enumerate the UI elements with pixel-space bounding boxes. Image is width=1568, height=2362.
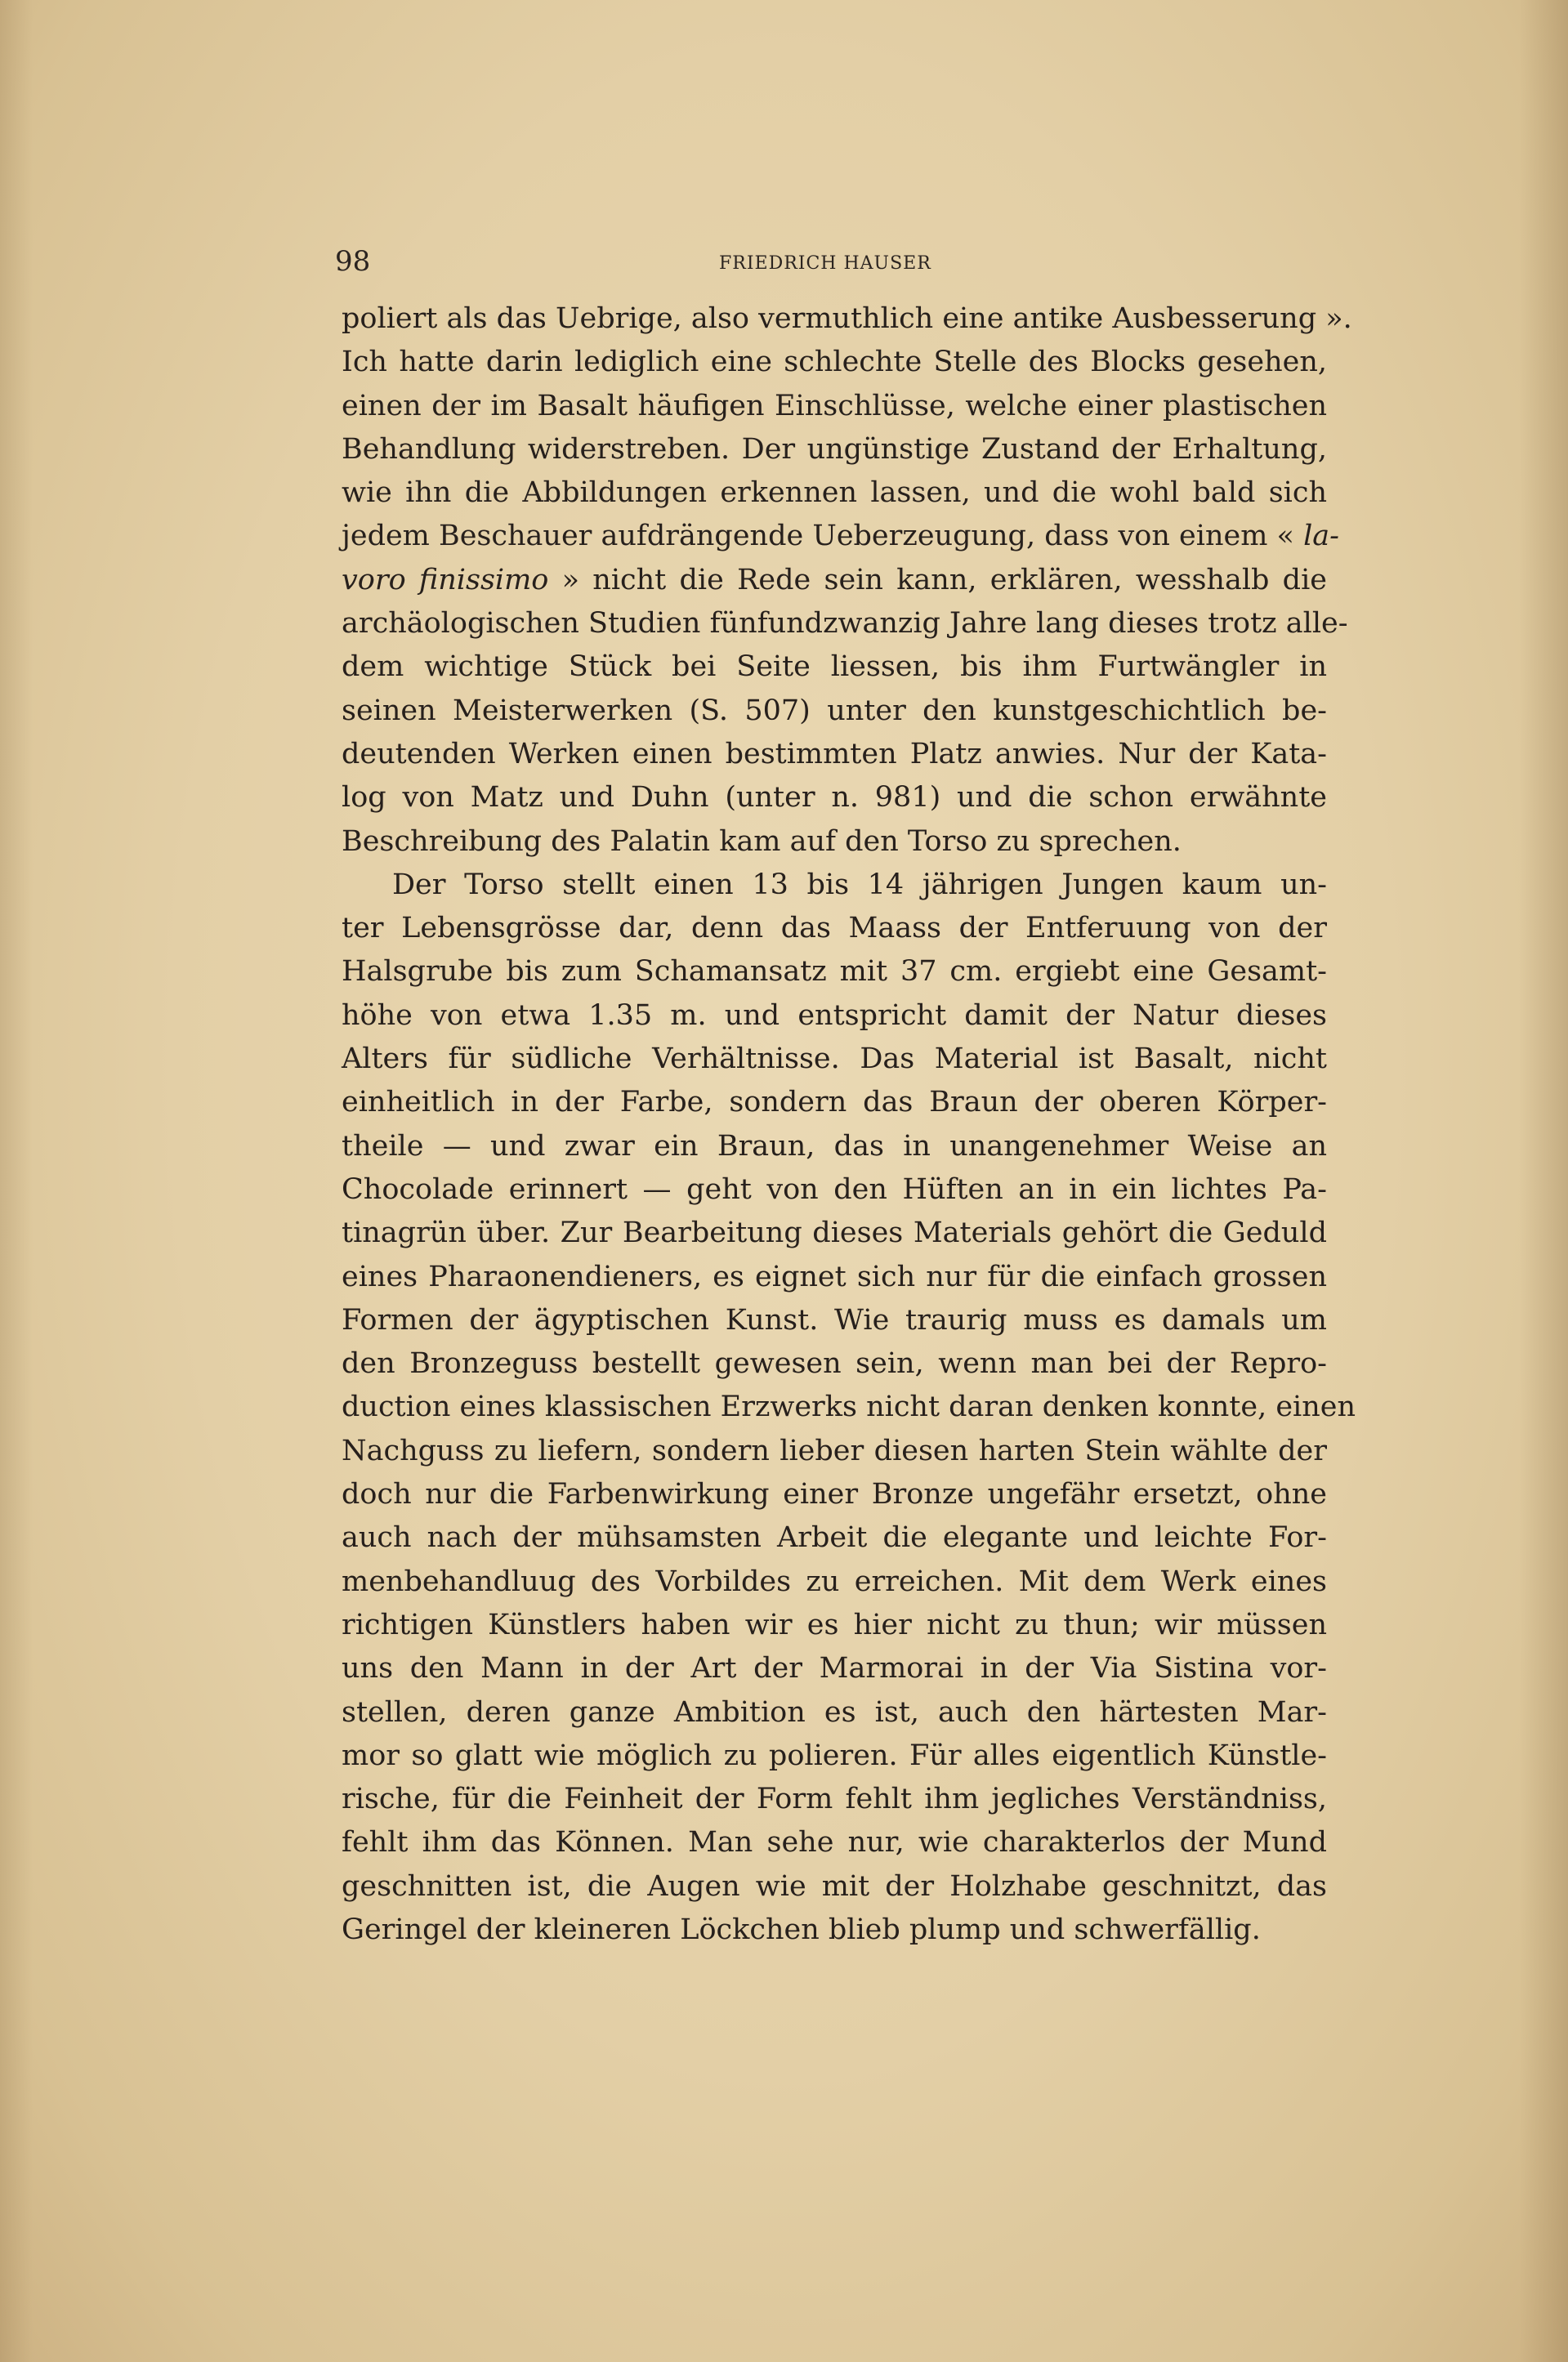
text-line: theile — und zwar ein Braun, das in unangenehmer Weise an bbox=[342, 1129, 1327, 1163]
text-line: rische, für die Feinheit der Form fehlt ihm jegliches Verständniss, bbox=[342, 1783, 1327, 1816]
text-line: eines Pharaonendieners, es eignet sich nur für die einfach grossen bbox=[342, 1260, 1327, 1293]
text-line: ter Lebensgrösse dar, denn das Maass der Entferuung von der bbox=[342, 912, 1327, 945]
text-line: Geringel der kleineren Löckchen blieb plump und schwerfällig. bbox=[342, 1913, 1261, 1946]
text-line: seinen Meisterwerken (S. 507) unter den kunstgeschichtlich be- bbox=[342, 694, 1327, 727]
text-line: richtigen Künstlers haben wir es hier nicht zu thun; wir müssen bbox=[342, 1608, 1327, 1641]
text-line: deutenden Werken einen bestimmten Platz anwies. Nur der Kata- bbox=[342, 737, 1327, 770]
text-line: menbehandluug des Vorbildes zu erreichen. Mit dem Werk eines bbox=[342, 1565, 1327, 1598]
page-number: 98 bbox=[335, 245, 371, 278]
page-header bbox=[335, 245, 1325, 286]
text-line: jedem Beschauer aufdrängende Ueberzeugung, dass von einem « la- bbox=[342, 520, 1339, 553]
text-line: Beschreibung des Palatin kam auf den Torso zu sprechen. bbox=[342, 824, 1182, 858]
italic-phrase: la- bbox=[1303, 520, 1339, 553]
text-line: einen der im Basalt häufigen Einschlüsse, welche einer plastischen bbox=[342, 389, 1327, 422]
text-line: Behandlung widerstreben. Der ungünstige Zustand der Erhaltung, bbox=[342, 432, 1327, 466]
text-line: doch nur die Farbenwirkung einer Bronze ungefähr ersetzt, ohne bbox=[342, 1478, 1327, 1511]
italic-phrase: voro finissimo bbox=[342, 563, 549, 596]
text-line: uns den Mann in der Art der Marmorai in der Via Sistina vor- bbox=[342, 1652, 1327, 1686]
text-line: duction eines klassischen Erzwerks nicht daran denken konnte, einen bbox=[342, 1391, 1356, 1424]
text-line: Halsgrube bis zum Schamansatz mit 37 cm. ergiebt eine Gesamt- bbox=[342, 955, 1327, 989]
text-line: dem wichtige Stück bei Seite liessen, bis ihm Furtwängler in bbox=[342, 650, 1327, 684]
text-line: Der Torso stellt einen 13 bis 14 jährigen Jungen kaum un- bbox=[392, 868, 1327, 901]
text-line: wie ihn die Abbildungen erkennen lassen, und die wohl bald sich bbox=[342, 476, 1327, 510]
text-line: archäologischen Studien fünfundzwanzig Jahre lang dieses trotz alle- bbox=[342, 607, 1348, 641]
text-line: fehlt ihm das Können. Man sehe nur, wie charakterlos der Mund bbox=[342, 1826, 1327, 1860]
text-line: Ich hatte darin lediglich eine schlechte Stelle des Blocks gesehen, bbox=[342, 346, 1327, 379]
text-line: auch nach der mühsamsten Arbeit die elegante und leichte For- bbox=[342, 1521, 1327, 1555]
text-line: poliert als das Uebrige, also vermuthlich eine antike Ausbesserung ». bbox=[342, 302, 1352, 335]
text-line: mor so glatt wie möglich zu polieren. Für alles eigentlich Künstle- bbox=[342, 1739, 1327, 1772]
text-line: voro finissimo » nicht die Rede sein kann, erklären, wesshalb die bbox=[342, 563, 1327, 596]
text-line: Alters für südliche Verhältnisse. Das Material ist Basalt, nicht bbox=[342, 1043, 1327, 1076]
text-line: geschnitten ist, die Augen wie mit der Holzhabe geschnitzt, das bbox=[342, 1869, 1327, 1903]
running-head: FRIEDRICH HAUSER bbox=[719, 253, 931, 274]
text-line: höhe von etwa 1.35 m. und entspricht damit der Natur dieses bbox=[342, 998, 1327, 1032]
text-line: Chocolade erinnert — geht von den Hüften an in ein lichtes Pa- bbox=[342, 1172, 1327, 1206]
text-line: einheitlich in der Farbe, sondern das Braun der oberen Körper- bbox=[342, 1086, 1327, 1119]
text-line: log von Matz und Duhn (unter n. 981) und die schon erwähnte bbox=[342, 781, 1327, 815]
text-line: den Bronzeguss bestellt gewesen sein, wenn man bei der Repro- bbox=[342, 1347, 1327, 1381]
body-text bbox=[342, 297, 1356, 1952]
text-line: stellen, deren ganze Ambition es ist, auch den härtesten Mar- bbox=[342, 1695, 1327, 1729]
text-line: Formen der ägyptischen Kunst. Wie traurig muss es damals um bbox=[342, 1303, 1327, 1337]
text-line: Nachguss zu liefern, sondern lieber diesen harten Stein wählte der bbox=[342, 1434, 1327, 1467]
text-line: tinagrün über. Zur Bearbeitung dieses Materials gehört die Geduld bbox=[342, 1217, 1327, 1250]
